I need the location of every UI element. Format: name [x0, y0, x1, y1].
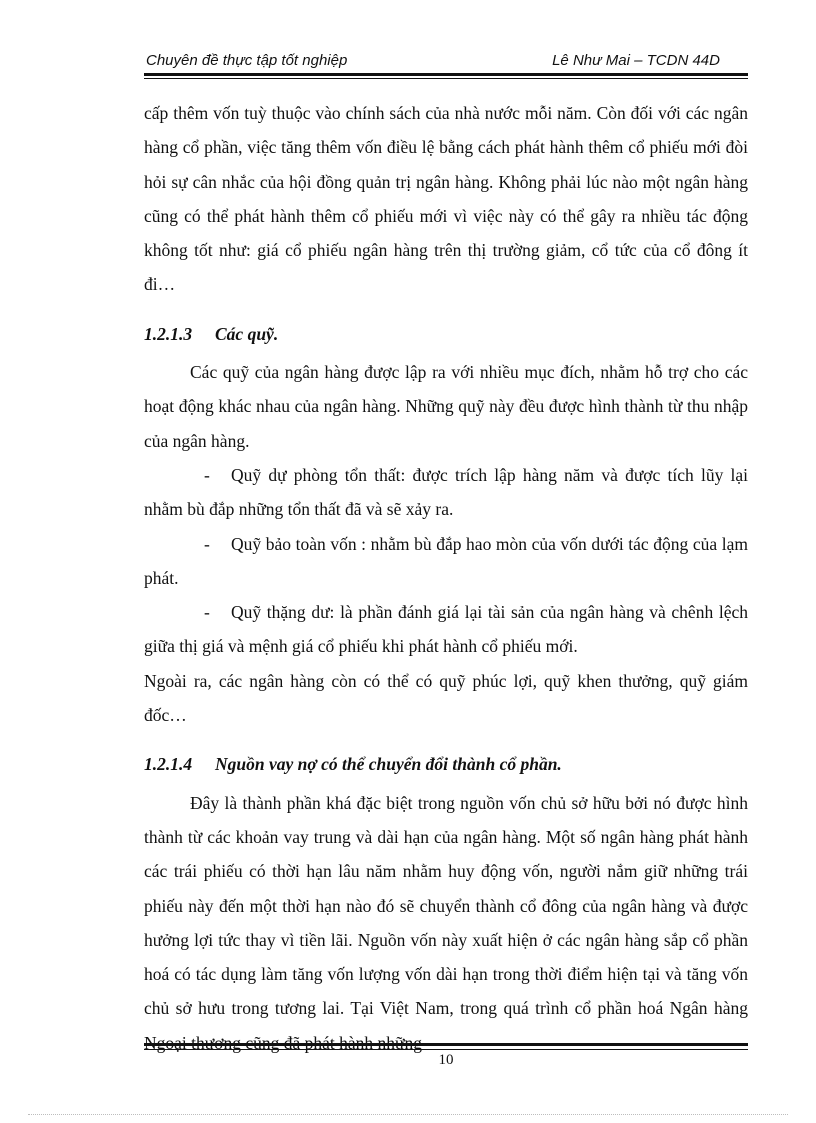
bullet-dash: - — [204, 602, 210, 623]
section-heading-convertible-debt — [144, 747, 748, 781]
bullet-dash: - — [204, 464, 210, 485]
header-rule — [144, 73, 748, 76]
list-item-text: Quỹ bảo toàn vốn : nhằm bù đắp hao mòn của vốn dưới tác động của lạm phát. — [144, 533, 748, 588]
page-edge — [28, 1114, 788, 1115]
section-number: 1.2.1.3 — [144, 323, 193, 344]
paragraph-intro: cấp thêm vốn tuỳ thuộc vào chính sách của nhà nước mỗi năm. Còn đối với các ngân hàng cổ phần, việc tăng thêm vốn điều lệ bằng cách phát hành thêm cổ phiếu mới đòi hỏi sự cân nhắc của hội đồng quản trị ngân hàng. Không phải lúc nào một ngân hàng cũng có thể phát hành thêm cổ phiếu mới vì việc này có thể gây ra nhiều tác động không tốt như: giá cổ phiếu ngân hàng trên thị trường giảm, cổ tức của cổ đông ít đi… — [144, 103, 748, 295]
footer-rule-thin — [144, 1049, 748, 1050]
paragraph-convertible-debt: Đây là thành phần khá đặc biệt trong nguồn vốn chủ sở hữu bởi nó được hình thành từ các khoản vay trung và dài hạn của ngân hàng. Một số ngân hàng phát hành các trái phiếu có thời hạn lâu năm nhằm huy động vốn, người nắm giữ những trái phiếu này đến một thời hạn nào đó sẽ chuyển thành cổ đông của ngân hàng và được hưởng lợi tức thay vì tiền lãi. Nguồn vốn này xuất hiện ở các ngân hàng sắp cổ phần hoá có tác dụng làm tăng vốn lượng vốn dài hạn trong thời điểm hiện tại và tăng vốn chủ sở hưu trong tương lai. Tại Việt Nam, trong quá trình cổ phần hoá Ngân hàng — [144, 792, 748, 1019]
section-title: Nguồn vay nợ có thể chuyển đổi thành cổ phần. — [215, 754, 562, 775]
paragraph-funds: Các quỹ của ngân hàng được lập ra với nhiều mục đích, nhằm hỗ trợ cho các hoạt động khác nhau của ngân hàng. Những quỹ này đều được hình thành từ thu nhập của ngân hàng. — [144, 362, 748, 451]
header-doc-title: Chuyên đề thực tập tốt nghiệp — [146, 52, 348, 69]
list-item — [144, 595, 748, 664]
bullet-dash: - — [204, 533, 210, 554]
list-item-text: Quỹ dự phòng tổn thất: được trích lập hàng năm và được tích lũy lại nhằm bù đắp những tổn thất đã và sẽ xảy ra. — [144, 464, 748, 520]
footer-rule — [144, 1043, 748, 1046]
paragraph-other-funds: Ngoài ra, các ngân hàng còn có thể có quỹ phúc lợi, quỹ khen thưởng, quỹ giám đốc… — [144, 670, 748, 726]
header-author: Lê Như Mai – TCDN 44D — [552, 52, 720, 69]
page-number: 10 — [438, 1052, 454, 1068]
page-body — [144, 96, 748, 1060]
header-rule-thin — [144, 78, 748, 79]
list-item — [144, 458, 748, 527]
section-title: Các quỹ. — [215, 323, 279, 344]
list-item-text: Quỹ thặng dư: là phần đánh giá lại tài sản của ngân hàng và chênh lệch giữa thị giá và mệnh giá cổ phiếu khi phát hành cổ phiếu mới. — [144, 602, 748, 657]
section-heading-funds — [144, 317, 748, 351]
section-number: 1.2.1.4 — [144, 754, 193, 775]
list-item — [144, 527, 748, 596]
